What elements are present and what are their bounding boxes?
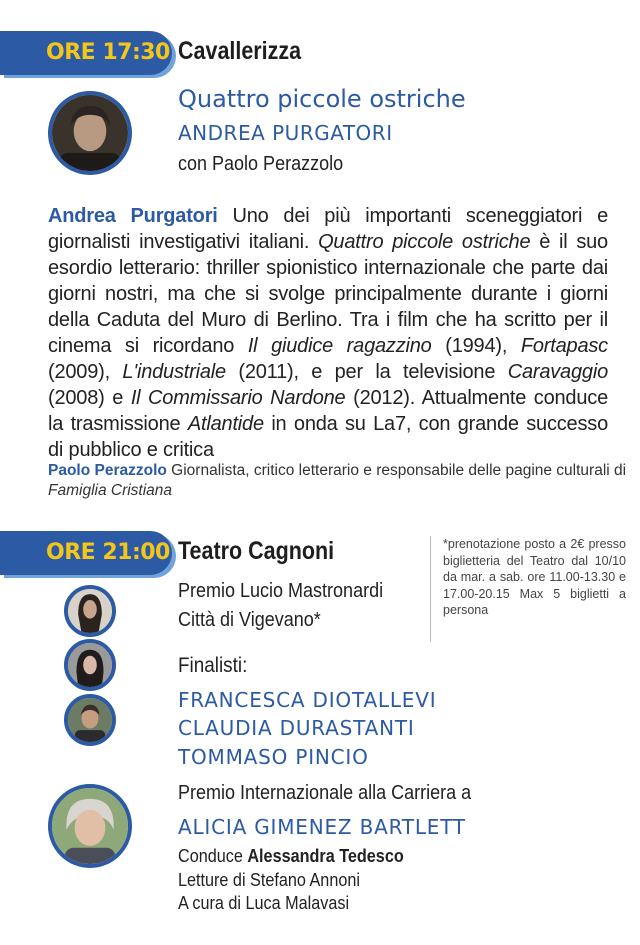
letture-line: Letture di Stefano Annoni bbox=[178, 870, 360, 890]
host-name: Paolo Perazzolo bbox=[48, 462, 167, 479]
career-prize: Premio Internazionale alla Carriera a bbox=[178, 782, 472, 804]
time-label: ORE 17:30 bbox=[46, 40, 170, 65]
finalists-label: Finalisti: bbox=[178, 654, 248, 677]
book-title: Quattro piccole ostriche bbox=[178, 85, 466, 113]
finalist-2: CLAUDIA DURASTANTI bbox=[178, 716, 415, 740]
avatar-claudia-durastanti bbox=[64, 639, 116, 691]
venue-title: Teatro Cagnoni bbox=[178, 537, 335, 565]
venue-title: Cavallerizza bbox=[178, 37, 302, 65]
avatar-tommaso-pincio bbox=[64, 694, 116, 746]
time-badge-2100 bbox=[0, 531, 172, 575]
finalist-1: FRANCESCA DIOTALLEVI bbox=[178, 688, 437, 712]
avatar-francesca-diotallevi bbox=[64, 585, 116, 637]
time-badge-1730 bbox=[0, 31, 172, 75]
cura-line: A cura di Luca Malavasi bbox=[178, 893, 350, 913]
finalist-3: TOMMASO PINCIO bbox=[178, 745, 369, 769]
author-name: ANDREA PURGATORI bbox=[178, 121, 393, 145]
conduce-name: Alessandra Tedesco bbox=[247, 846, 404, 866]
bio-name: Andrea Purgatori bbox=[48, 205, 218, 227]
avatar-andrea-purgatori bbox=[48, 91, 132, 175]
conduce-line: Conduce Alessandra Tedesco bbox=[178, 846, 404, 866]
author-bio: Andrea Purgatori Uno dei più importanti sceneggiatori e giornalisti investigativi italiani. Quattro piccole ostriche è il suo esordio letterario: thriller spionistico internazionale che parte dai giorni nostri, ma che si svolge principalmente durante i giorni della Caduta del Muro di Berlino. Tra i film che ha scritto per il cinema si ricordano Il giudice ragazzino (1994), Fortapasc (2009), L'industriale (2011), e per la televisione Caravaggio (2008) e Il Commissario Nardone (2012). Attualmente conduce la trasmissione Atlantide in onda su La7, con grande successo di pubblico e critica bbox=[48, 205, 608, 461]
reservation-note: *prenotazione posto a 2€ presso biglietteria del Teatro dal 10/10 da mar. a sab. ore 11.00-13.30 e 17.00-20.15 Max 5 biglietti a persona bbox=[430, 536, 626, 642]
prize-line-1: Premio Lucio Mastronardi bbox=[178, 580, 384, 602]
career-winner: ALICIA GIMENEZ BARTLETT bbox=[178, 815, 466, 839]
avatar-alicia-gimenez-bartlett bbox=[48, 784, 132, 868]
prize-line-2: Città di Vigevano* bbox=[178, 609, 321, 631]
time-label: ORE 21:00 bbox=[46, 540, 170, 565]
host-bio: Paolo Perazzolo Giornalista, critico letterario e responsabile delle pagine culturali di Famiglia Cristiana bbox=[48, 462, 627, 499]
with-line: con Paolo Perazzolo bbox=[178, 153, 344, 175]
